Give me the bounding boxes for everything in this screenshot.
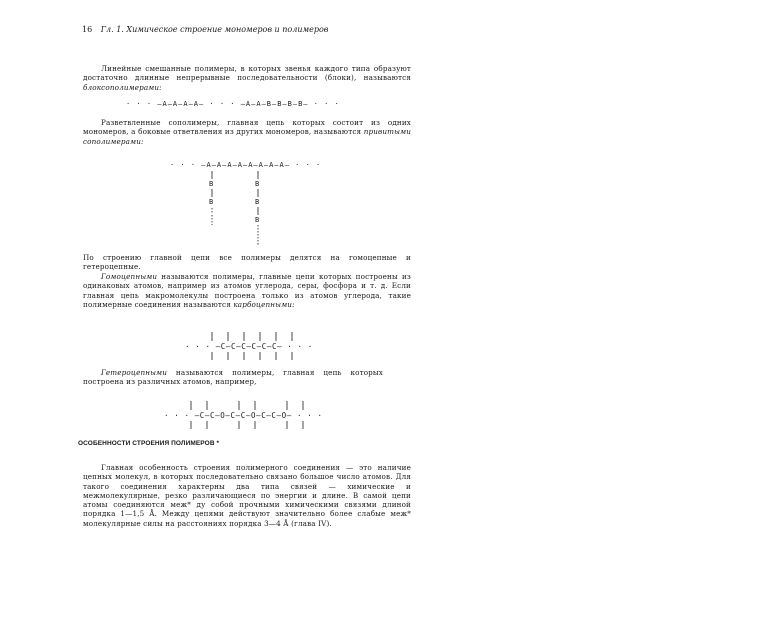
branch-unit: B bbox=[209, 198, 214, 206]
term-carbochain: карбоцепными: bbox=[233, 299, 295, 309]
formula-carbochain bbox=[185, 329, 320, 363]
page-header bbox=[82, 25, 328, 34]
graft-main-chain: · · · —A—A—A—A—A—A—A—A— · · · bbox=[170, 161, 322, 169]
page-number: 16 bbox=[82, 25, 93, 34]
term-homochain: Гомоцепными bbox=[101, 272, 158, 281]
paragraph-text: Главная особенность строения полимерного соединения — это наличие цепных молекул, в которых последовательно связано большое число атомов. Для такого соединения характерны два типа связей — химические и межмолекулярные, резко различающиеся по энергии и длине. В самой цепи атомы соединяются меж* ду собой прочными химическими связями длиной порядка 1—1,5 Å. Между цепями действуют значительно более слабые меж* молекулярные силы на расстояниях порядка 3—4 Å (глава IV). bbox=[83, 463, 411, 528]
paragraph-heterochain bbox=[83, 368, 383, 387]
paragraph-homochain bbox=[83, 272, 411, 309]
paragraph-text: Разветвленные сополимеры, главная цепь которых состоит из одних мономеров, а боковые ответвления из других мономеров, называются bbox=[83, 118, 411, 137]
branch-right bbox=[255, 171, 259, 245]
section-heading: ОСОБЕННОСТИ СТРОЕНИЯ ПОЛИМЕРОВ * bbox=[78, 440, 220, 447]
branch-unit: B bbox=[255, 180, 260, 188]
branch-unit: B bbox=[255, 216, 260, 224]
formula-heterochain bbox=[164, 398, 344, 432]
running-title: Гл. 1. Химическое строение мономеров и полимеров bbox=[100, 25, 329, 34]
heterochain-atoms: · · · —C—C—O—C—C—O—C—C—O— · · · bbox=[164, 411, 323, 420]
branch-left bbox=[209, 171, 213, 225]
branch-unit: B bbox=[255, 198, 260, 206]
paragraph-graft-copolymers bbox=[83, 118, 411, 146]
term-heterochain: Гетероцепными bbox=[101, 368, 168, 377]
formula-block-copolymer: · · · —A—A—A—A— · · · —A—A—B—B—B—B— · · · bbox=[126, 100, 340, 108]
paragraph-text: называются полимеры, главная цепь которых построена из различных атомов, например, bbox=[83, 368, 383, 387]
paragraph-text: По строению главной цепи все полимеры делятся на гомоцепные и гетероцепные. bbox=[83, 253, 411, 272]
term-graft-copolymers: привитыми сополимерами: bbox=[83, 127, 411, 146]
paragraph-text: называются полимеры, главные цепи которых построены из одинаковых атомов, например из атомов углерода, серы, фосфора и т. д. Если главная цепь макромолекулы построена только из атомов углерода, такие полимерные соединения называются bbox=[83, 272, 411, 309]
paragraph-block-copolymers bbox=[83, 64, 411, 92]
paragraph-text: Линейные смешанные полимеры, в которых звенья каждого типа образуют достаточно длинные непрерывные последовательности (блоки), называются bbox=[83, 64, 411, 83]
branch-unit: B bbox=[209, 180, 214, 188]
formula-graft-copolymer bbox=[170, 155, 340, 250]
paragraph-polymer-structure bbox=[83, 463, 411, 528]
carbochain-atoms: · · · —C—C—C—C—C—C— · · · bbox=[185, 342, 313, 351]
term-block-copolymers: блоксополимерами: bbox=[83, 82, 162, 92]
paragraph-chain-classification bbox=[83, 253, 411, 272]
